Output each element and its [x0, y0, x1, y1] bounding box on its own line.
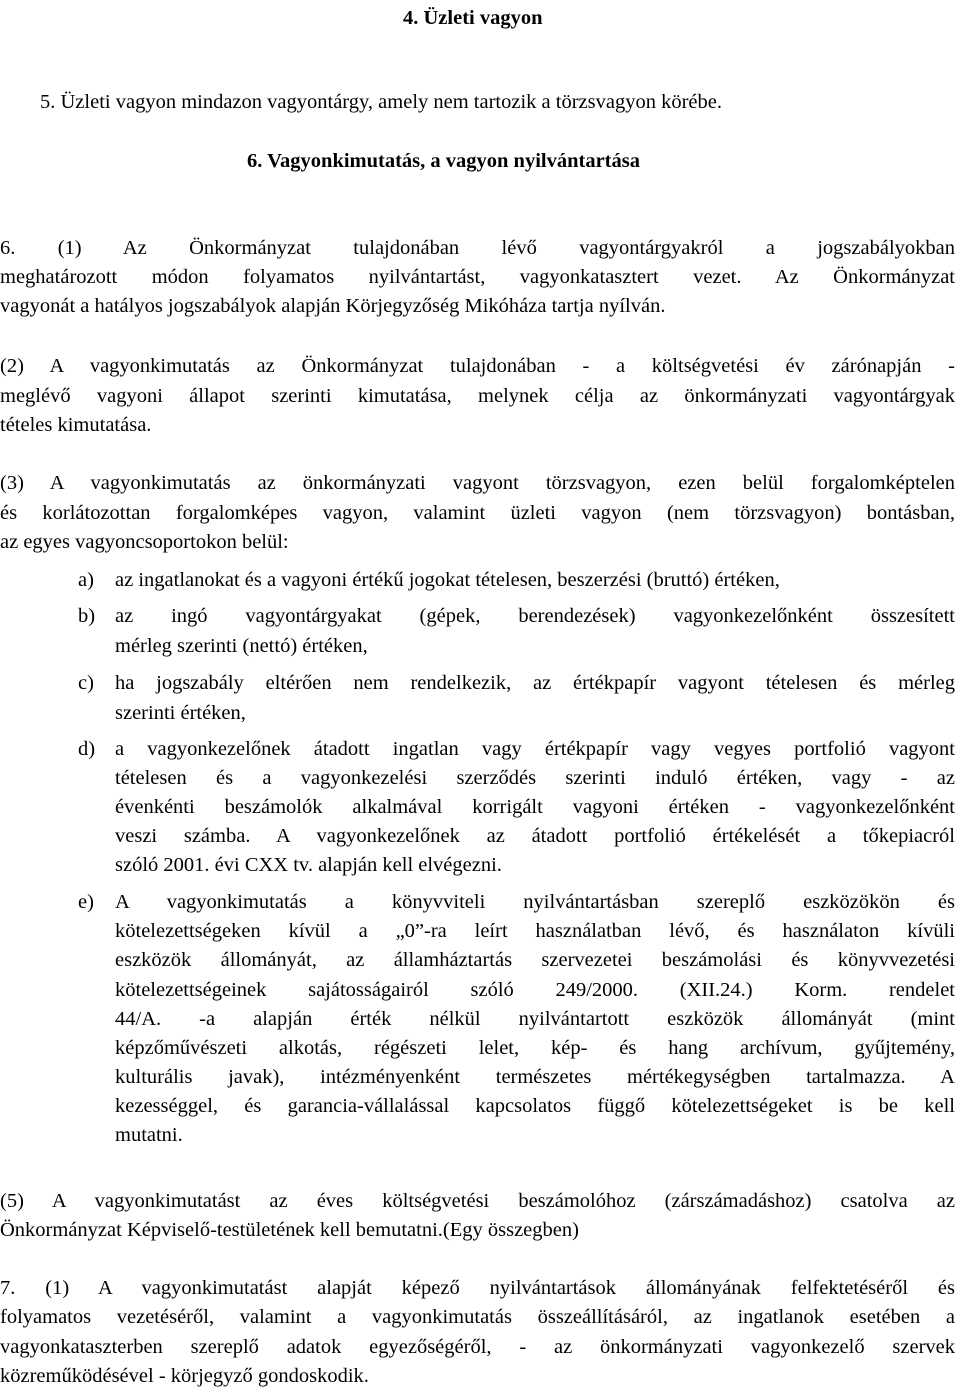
text-line: és korlátozottan forgalomképes vagyon, valamint üzleti vagyon (nem törzsvagyon) bontásban,: [0, 502, 955, 524]
text-line: az ingó vagyontárgyakat (gépek, berendezések) vagyonkezelőnként összesített: [115, 605, 955, 627]
text-line: kulturális javak), intézményenként természetes mértékegységben tartalmazza. A: [115, 1066, 955, 1088]
text-line: meglévő vagyoni állapot szerinti kimutatása, melynek célja az önkormányzati vagyontárgyak: [0, 385, 955, 407]
text-line: meghatározott módon folyamatos nyilvántartást, vagyonkatasztert vezet. Az Önkormányzat: [0, 266, 955, 288]
text-line: vagyonát a hatályos jogszabályok alapján Körjegyzőség Mikóháza tartja nyílván.: [0, 295, 666, 317]
text-line: A vagyonkimutatás a könyvviteli nyilvántartásban szereplő eszközökön és: [115, 891, 955, 913]
list-marker: a): [78, 569, 94, 591]
text-line: ha jogszabály eltérően nem rendelkezik, az értékpapír vagyont tételesen és mérleg: [115, 672, 955, 694]
text-line: 6. (1) Az Önkormányzat tulajdonában lévő vagyontárgyakról a jogszabályokban: [0, 237, 955, 259]
list-marker: c): [78, 672, 94, 694]
text-line: mérleg szerinti (nettó) értéken,: [115, 635, 368, 657]
text-line: vagyonkataszterben szereplő adatok egyezőségéről, - az önkormányzati vagyonkezelő szervek: [0, 1336, 955, 1358]
list-marker: d): [78, 738, 96, 760]
text-line: veszi számba. A vagyonkezelőnek az átadott portfolió értékelését a tőkepiacról: [115, 825, 955, 847]
text-line: kezességgel, és garancia-vállalással kapcsolatos függő kötelezettségeket is be kell: [115, 1095, 955, 1117]
text-line: eszközök állományát, az államháztartás szervezetei beszámolási és könyvvezetési: [115, 949, 955, 971]
text-line: szerinti értéken,: [115, 702, 246, 724]
text-line: évenkénti beszámolók alkalmával korrigált vagyoni értéken - vagyonkezelőnként: [115, 796, 955, 818]
text-line: 7. (1) A vagyonkimutatást alapját képező nyilvántartások állományának felfektetéséről és: [0, 1277, 955, 1299]
text-line: a vagyonkezelőnek átadott ingatlan vagy értékpapír vagy vegyes portfolió vagyont: [115, 738, 955, 760]
text-line: szóló 2001. évi CXX tv. alapján kell elvégezni.: [115, 854, 502, 876]
text-line: (5) A vagyonkimutatást az éves költségvetési beszámolóhoz (zárszámadáshoz) csatolva az: [0, 1190, 955, 1212]
text-line: Önkormányzat Képviselő-testületének kell bemutatni.(Egy összegben): [0, 1219, 579, 1241]
text-line: az egyes vagyoncsoportokon belül:: [0, 531, 289, 553]
text-line: tételes kimutatása.: [0, 414, 152, 436]
text-line: mutatni.: [115, 1124, 183, 1146]
text-line: (3) A vagyonkimutatás az önkormányzati vagyont törzsvagyon, ezen belül forgalomképtelen: [0, 472, 955, 494]
text-line: (2) A vagyonkimutatás az Önkormányzat tulajdonában - a költségvetési év zárónapján -: [0, 355, 955, 377]
text-line: képzőművészeti alkotás, régészeti lelet, kép- és hang archívum, gyűjtemény,: [115, 1037, 955, 1059]
list-marker: e): [78, 891, 94, 913]
text-line: folyamatos vezetéséről, valamint a vagyonkimutatás összeállításáról, az ingatlanok esetében a: [0, 1306, 955, 1328]
paragraph-5: 5. Üzleti vagyon mindazon vagyontárgy, amely nem tartozik a törzsvagyon körébe.: [40, 91, 722, 113]
text-line: kötelezettségeinek sajátosságairól szóló 249/2000. (XII.24.) Korm. rendelet: [115, 979, 955, 1001]
text-line: az ingatlanokat és a vagyoni értékű jogokat tételesen, beszerzési (bruttó) értéken,: [115, 569, 780, 591]
text-line: közreműködésével - körjegyző gondoskodik.: [0, 1365, 369, 1387]
text-line: 44/A. -a alapján érték nélkül nyilvántartott eszközök állományát (mint: [115, 1008, 955, 1030]
heading-uzleti-vagyon: 4. Üzleti vagyon: [403, 7, 543, 29]
text-line: tételesen és a vagyonkezelési szerződés szerinti induló értéken, vagy - az: [115, 767, 955, 789]
text-line: kötelezettségeken kívül a „0”-ra leírt használatban lévő, és használaton kívüli: [115, 920, 955, 942]
list-marker: b): [78, 605, 96, 627]
heading-vagyonkimutatas: 6. Vagyonkimutatás, a vagyon nyilvántartása: [247, 150, 640, 172]
